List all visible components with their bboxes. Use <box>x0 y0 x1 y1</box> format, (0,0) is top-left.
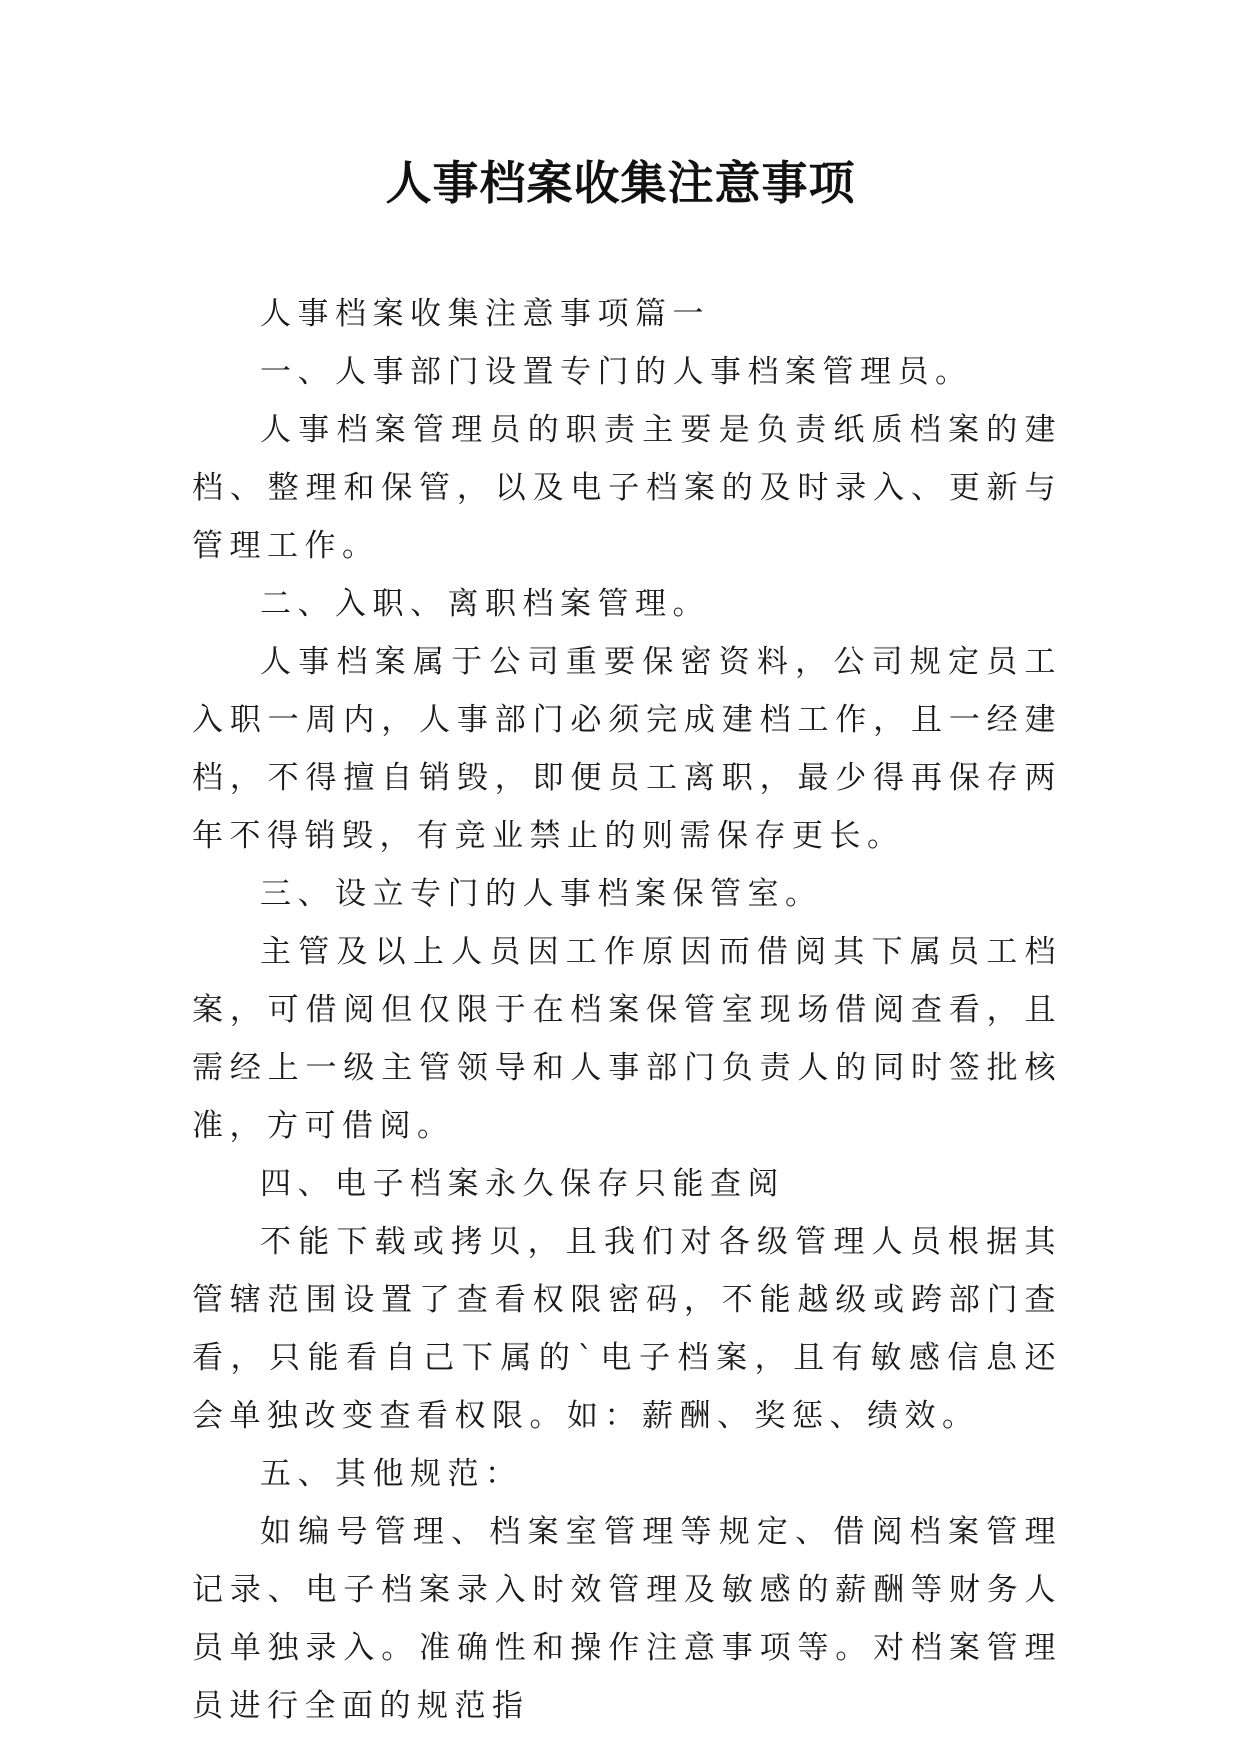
paragraph: 如编号管理、档案室管理等规定、借阅档案管理记录、电子档案录入时效管理及敏感的薪酬等财务人员单独录入。准确性和操作注意事项等。对档案管理员进行全面的规范指 <box>192 1514 1062 1724</box>
paragraph: 人事档案管理员的职责主要是负责纸质档案的建档、整理和保管，以及电子档案的及时录入、更新与管理工作。 <box>192 412 1062 564</box>
document-body <box>192 285 1062 1735</box>
item-heading-2: 二、入职、离职档案管理。 <box>260 586 710 622</box>
item-heading-1: 一、人事部门设置专门的人事档案管理员。 <box>260 354 973 390</box>
item-heading-5: 五、其他规范： <box>260 1456 523 1492</box>
document-title: 人事档案收集注意事项 <box>385 156 856 210</box>
item-heading-3: 三、设立专门的人事档案保管室。 <box>260 876 823 912</box>
paragraph: 主管及以上人员因工作原因而借阅其下属员工档案，可借阅但仅限于在档案保管室现场借阅查看，且需经上一级主管领导和人事部门负责人的同时签批核准，方可借阅。 <box>192 934 1062 1144</box>
item-heading-4: 四、电子档案永久保存只能查阅 <box>260 1166 785 1202</box>
paragraph: 不能下载或拷贝，且我们对各级管理人员根据其管辖范围设置了查看权限密码，不能越级或跨部门查看，只能看自己下属的`电子档案，且有敏感信息还会单独改变查看权限。如：薪酬、奖惩、绩效。 <box>192 1224 1062 1434</box>
paragraph: 人事档案属于公司重要保密资料，公司规定员工入职一周内，人事部门必须完成建档工作，且一经建档，不得擅自销毁，即便员工离职，最少得再保存两年不得销毁，有竞业禁止的则需保存更长。 <box>192 644 1062 854</box>
section-heading: 人事档案收集注意事项篇一 <box>260 296 710 332</box>
